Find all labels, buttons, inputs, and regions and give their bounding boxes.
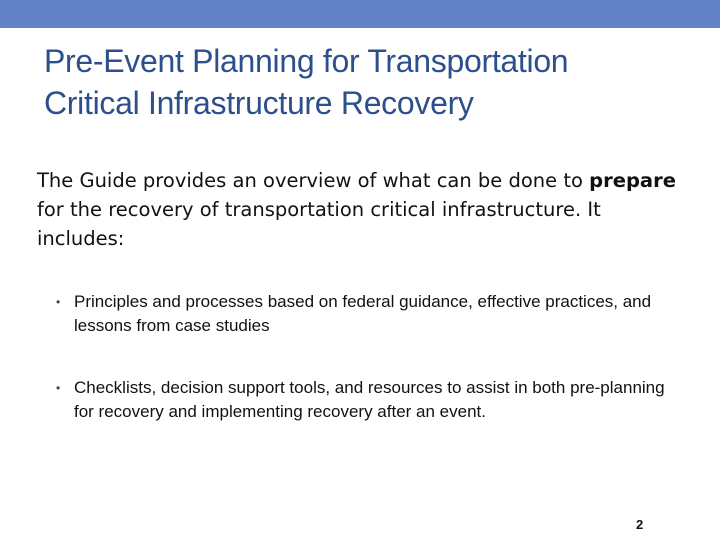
bullet-list	[56, 290, 686, 424]
intro-emphasis: prepare	[589, 169, 676, 192]
intro-text-end: for the recovery of transportation critical infrastructure. It includes:	[37, 198, 601, 250]
slide-title-line-2: Critical Infrastructure Recovery	[44, 85, 474, 121]
top-accent-bar	[0, 0, 720, 28]
bullet-text: Principles and processes based on federal guidance, effective practices, and lessons from case studies	[74, 292, 652, 335]
bullet-item-principles	[56, 290, 686, 338]
intro-text-start: The Guide provides an overview of what can be done to	[37, 169, 590, 192]
slide-title-line-1: Pre-Event Planning for Transportation	[44, 43, 569, 79]
page-number: 2	[636, 517, 644, 532]
slide-title	[44, 40, 684, 124]
bullet-dot-icon: •	[56, 295, 61, 309]
intro-paragraph	[37, 166, 687, 253]
bullet-dot-icon: •	[56, 381, 61, 395]
bullet-text: Checklists, decision support tools, and resources to assist in both pre-planning for recovery and implementing recovery after an event.	[74, 378, 665, 421]
bullet-item-checklists	[56, 376, 686, 424]
